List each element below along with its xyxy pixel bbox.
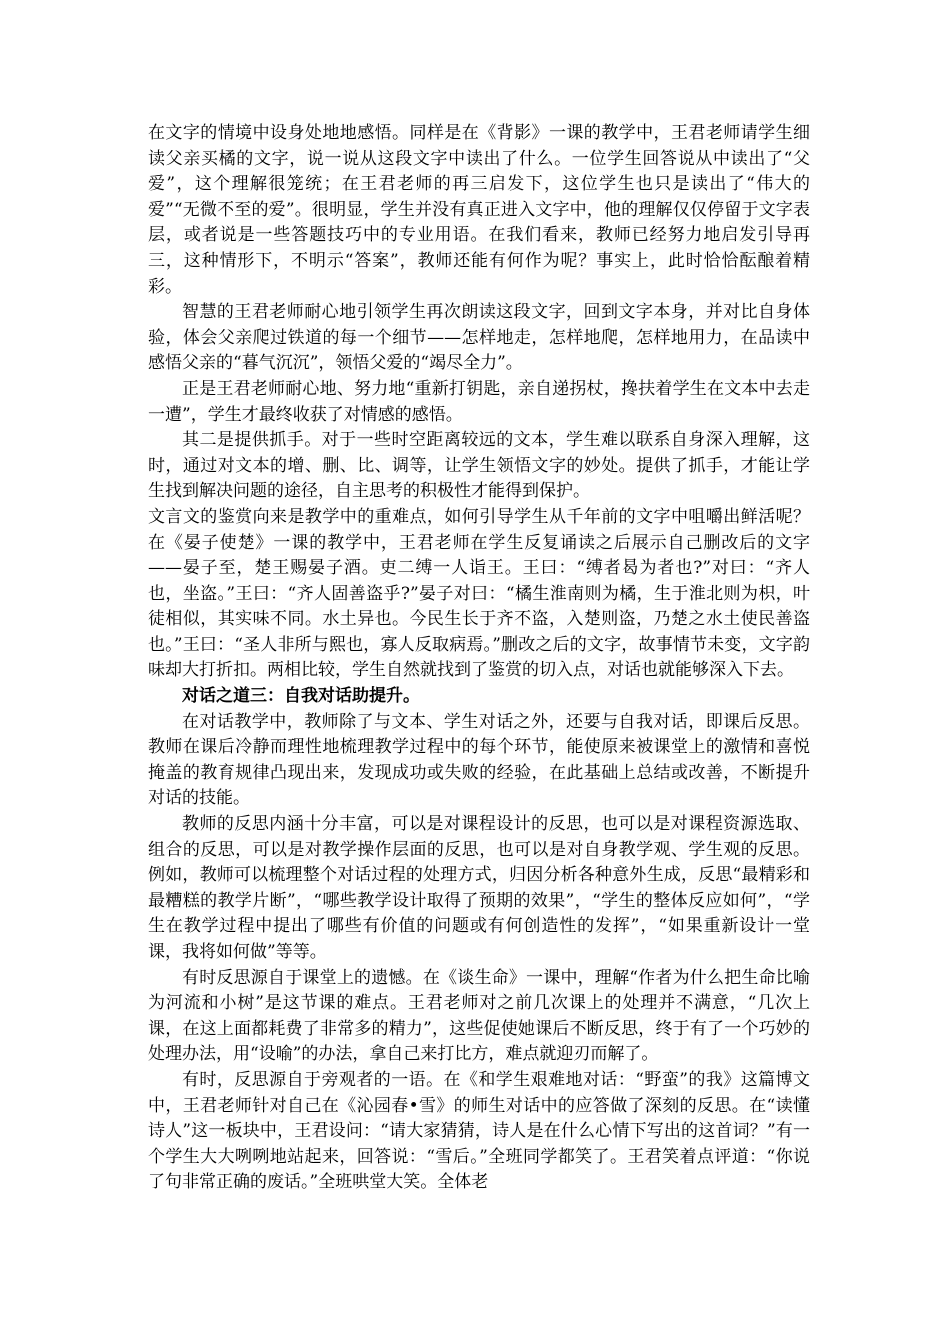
paragraph-9: 有时，反思源自于旁观者的一语。在《和学生艰难地对话：“野蛮”的我》这篇博文中，王君老师针对自己在《沁园春•雪》的师生对话中的应答做了深刻的反思。在“读懂诗人”这一板块中，王君设问：“请大家猜猜，诗人是在什么心情下写出的这首词？”有一个学生大大咧咧地站起来，回答说：“雪后。”全班同学都笑了。王君笑着点评道：“你说了句非常正确的废话。”全班哄堂大笑。全体老 <box>148 1069 810 1193</box>
paragraph-6: 在对话教学中，教师除了与文本、学生对话之外，还要与自我对话，即课后反思。教师在课后冷静而理性地梳理教学过程中的每个环节，能使原来被课堂上的激情和喜悦掩盖的教育规律凸现出来，发现成功或失败的经验，在此基础上总结或改善，不断提升对话的技能。 <box>148 711 810 809</box>
paragraph-7: 教师的反思内涵十分丰富，可以是对课程设计的反思，也可以是对课程资源选取、组合的反思，可以是对教学操作层面的反思，也可以是对自身教学观、学生观的反思。例如，教师可以梳理整个对话过程的处理方式，归因分析各种意外生成，反思“最精彩和最糟糕的教学片断”，“哪些教学设计取得了预期的效果”，“学生的整体反应如何”，“学生在教学过程中提出了哪些有价值的问题或有何创造性的发挥”，“如果重新设计一堂课，我将如何做”等等。 <box>148 814 810 962</box>
document-page <box>148 121 810 1196</box>
paragraph-1: 在文字的情境中设身处地地感悟。同样是在《背影》一课的教学中，王君老师请学生细读父亲买橘的文字，说一说从这段文字中读出了什么。一位学生回答说从中读出了“父爱”，这个理解很笼统；在王君老师的再三启发下，这位学生也只是读出了“伟大的爱”“无微不至的爱”。很明显，学生并没有真正进入文字中，他的理解仅仅停留于文字表层，或者说是一些答题技巧中的专业用语。在我们看来，教师已经努力地启发引导再三，这种情形下，不明示“答案”，教师还能有何作为呢？事实上，此时恰恰酝酿着精彩。 <box>148 123 810 297</box>
paragraph-4: 其二是提供抓手。对于一些时空距离较远的文本，学生难以联系自身深入理解，这时，通过对文本的增、删、比、调等，让学生领悟文字的妙处。提供了抓手，才能让学生找到解决问题的途径，自主思考的积极性才能得到保护。 <box>148 430 810 502</box>
paragraph-2: 智慧的王君老师耐心地引领学生再次朗读这段文字，回到文字本身，并对比自身体验，体会父亲爬过铁道的每一个细节——怎样地走，怎样地爬，怎样地用力，在品读中感悟父亲的“暮气沉沉”，领悟父爱的“竭尽全力”。 <box>148 302 810 374</box>
paragraph-3: 正是王君老师耐心地、努力地“重新打钥匙，亲自递拐杖，搀扶着学生在文本中去走一遭”，学生才最终收获了对情感的感悟。 <box>148 378 810 425</box>
paragraph-5: 文言文的鉴赏向来是教学中的重难点，如何引导学生从千年前的文字中咀嚼出鲜活呢？在《晏子使楚》一课的教学中，王君老师在学生反复诵读之后展示自己删改后的文字——晏子至，楚王赐晏子酒。吏二缚一人诣王。王曰：“缚者曷为者也?”对曰：“齐人也，坐盗。”王曰：“齐人固善盗乎?”晏子对曰：“橘生淮南则为橘，生于淮北则为枳，叶徒相似，其实味不同。水土异也。今民生长于齐不盗，入楚则盗，乃楚之水土使民善盗也。”王曰：“圣人非所与熙也，寡人反取病焉。”删改之后的文字，故事情节未变，文字韵味却大打折扣。两相比较，学生自然就找到了鉴赏的切入点，对话也就能够深入下去。 <box>148 506 810 681</box>
section-heading: 对话之道三：自我对话助提升。 <box>182 686 420 707</box>
paragraph-8: 有时反思源自于课堂上的遗憾。在《谈生命》一课中，理解“作者为什么把生命比喻为河流和小树”是这节课的难点。王君老师对之前几次课上的处理并不满意，“几次上课，在这上面都耗费了非常多的精力”，这些促使她课后不断反思，终于有了一个巧妙的处理办法，用“设喻”的办法，拿自己来打比方，难点就迎刃而解了。 <box>148 967 810 1065</box>
